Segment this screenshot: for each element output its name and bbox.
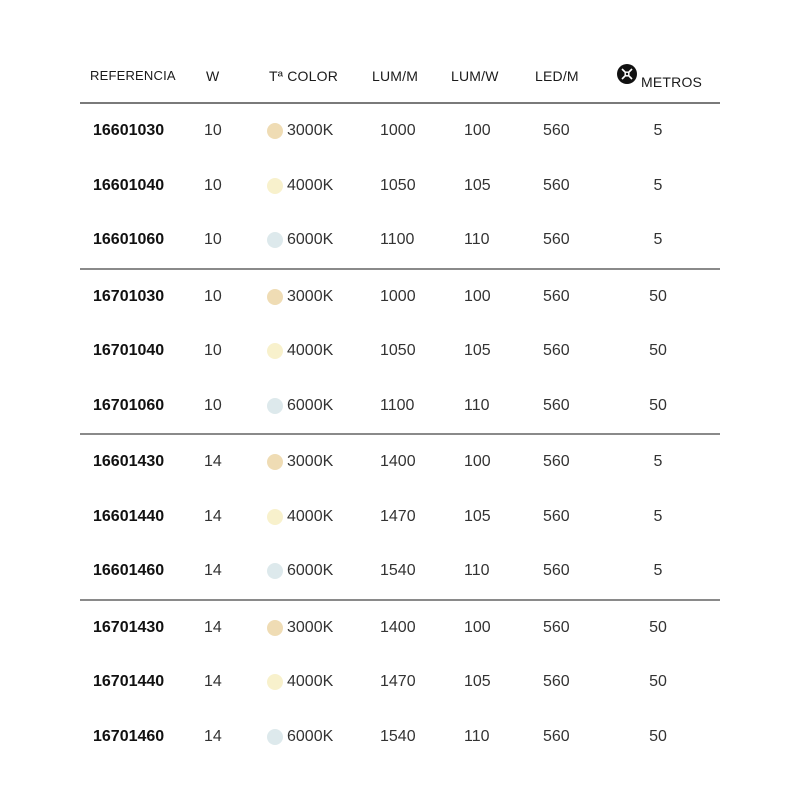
cell-w: 10: [204, 396, 222, 414]
header-metros: [617, 64, 703, 90]
cell-lum-m: 1540: [380, 562, 416, 580]
color-swatch-icon: [267, 509, 283, 525]
table-row: [80, 379, 720, 434]
cell-color: [267, 562, 333, 580]
table-row: [80, 655, 720, 710]
cell-lum-m: 1100: [380, 396, 415, 414]
cell-metros: 50: [649, 396, 667, 414]
header-metros-label: METROS: [641, 74, 703, 90]
row-group: [80, 435, 720, 601]
cell-lum-m: 1050: [380, 176, 416, 194]
cell-lum-w: 100: [464, 453, 491, 471]
cell-lum-w: 110: [464, 727, 490, 745]
cell-lum-w: 105: [464, 176, 491, 194]
cell-referencia: 16701060: [93, 396, 165, 414]
table-row: [80, 213, 720, 268]
cell-w: 14: [204, 507, 222, 525]
spec-table: [80, 56, 720, 764]
cell-referencia: 16601460: [93, 562, 165, 580]
color-swatch-icon: [267, 563, 283, 579]
cell-metros: 50: [649, 727, 667, 745]
cell-lum-w: 100: [464, 287, 491, 305]
color-swatch-icon: [267, 289, 283, 305]
cell-color: [267, 231, 333, 249]
cell-led-m: 560: [543, 618, 570, 636]
color-temp-label: 3000K: [287, 287, 334, 305]
color-temp-label: 4000K: [287, 342, 334, 360]
header-lum-w: LUM/W: [451, 68, 499, 84]
cell-referencia: 16601040: [93, 176, 165, 194]
cell-lum-m: 1100: [380, 231, 415, 249]
table-row: [80, 490, 720, 545]
header-lum-m: LUM/M: [372, 68, 419, 84]
color-swatch-icon: [267, 343, 283, 359]
cell-lum-w: 100: [464, 122, 491, 140]
color-temp-label: 3000K: [287, 122, 334, 140]
cell-color: [267, 397, 333, 415]
color-swatch-icon: [267, 398, 283, 414]
cell-lum-w: 105: [464, 673, 491, 691]
cell-referencia: 16701040: [93, 342, 165, 360]
cell-referencia: 16601030: [93, 122, 165, 140]
header-w: W: [206, 68, 220, 84]
table-body: [80, 104, 720, 764]
cell-lum-w: 110: [464, 231, 490, 249]
cell-w: 14: [204, 562, 222, 580]
color-temp-label: 3000K: [287, 618, 334, 636]
cell-led-m: 560: [543, 287, 570, 305]
color-temp-label: 6000K: [287, 727, 334, 745]
table-row: [80, 544, 720, 599]
table-row: [80, 104, 720, 159]
cell-w: 10: [204, 231, 222, 249]
cell-lum-m: 1470: [380, 507, 416, 525]
cell-w: 14: [204, 618, 222, 636]
cell-metros: 5: [653, 453, 663, 471]
header-led-m: LED/M: [535, 68, 579, 84]
cell-color: [267, 728, 333, 746]
color-swatch-icon: [267, 123, 283, 139]
cell-w: 14: [204, 453, 222, 471]
cell-led-m: 560: [543, 122, 570, 140]
table-row: [80, 710, 720, 765]
cell-lum-m: 1470: [380, 673, 416, 691]
cell-metros: 50: [649, 618, 667, 636]
table-row: [80, 324, 720, 379]
cell-led-m: 560: [543, 342, 570, 360]
cell-referencia: 16701030: [93, 287, 165, 305]
cell-metros: 50: [649, 342, 667, 360]
cell-led-m: 560: [543, 673, 570, 691]
cell-w: 14: [204, 727, 222, 745]
cell-color: [267, 508, 333, 526]
cell-w: 10: [204, 176, 222, 194]
cell-referencia: 16701440: [93, 673, 165, 691]
cell-metros: 5: [653, 507, 663, 525]
cell-lum-w: 105: [464, 507, 491, 525]
cell-lum-m: 1050: [380, 342, 416, 360]
color-temp-label: 6000K: [287, 396, 334, 414]
cell-lum-m: 1000: [380, 287, 416, 305]
cell-led-m: 560: [543, 453, 570, 471]
cell-metros: 5: [653, 562, 663, 580]
cell-color: [267, 342, 333, 360]
row-group: [80, 601, 720, 765]
color-temp-label: 4000K: [287, 673, 334, 691]
cell-led-m: 560: [543, 507, 570, 525]
cell-referencia: 16601430: [93, 453, 165, 471]
table-row: [80, 270, 720, 325]
cell-led-m: 560: [543, 176, 570, 194]
cell-lum-m: 1000: [380, 122, 416, 140]
color-temp-label: 3000K: [287, 453, 334, 471]
cell-metros: 50: [649, 287, 667, 305]
cell-led-m: 560: [543, 562, 570, 580]
row-group: [80, 270, 720, 436]
cell-referencia: 16701430: [93, 618, 165, 636]
cell-referencia: 16601060: [93, 231, 165, 249]
color-temp-label: 4000K: [287, 176, 334, 194]
reel-icon: [617, 64, 637, 84]
cell-w: 10: [204, 287, 222, 305]
cell-referencia: 16601440: [93, 507, 165, 525]
cell-w: 10: [204, 122, 222, 140]
cell-lum-m: 1400: [380, 453, 416, 471]
color-temp-label: 6000K: [287, 231, 334, 249]
cell-lum-w: 110: [464, 396, 490, 414]
cell-color: [267, 673, 333, 691]
cell-lum-w: 100: [464, 618, 491, 636]
cell-color: [267, 453, 333, 471]
color-temp-label: 4000K: [287, 507, 334, 525]
cell-metros: 5: [653, 122, 663, 140]
color-swatch-icon: [267, 620, 283, 636]
cell-w: 14: [204, 673, 222, 691]
row-group: [80, 104, 720, 270]
header-color: Tª COLOR: [269, 68, 339, 84]
color-swatch-icon: [267, 674, 283, 690]
color-swatch-icon: [267, 178, 283, 194]
cell-w: 10: [204, 342, 222, 360]
table-row: [80, 159, 720, 214]
cell-led-m: 560: [543, 727, 570, 745]
cell-metros: 50: [649, 673, 667, 691]
color-swatch-icon: [267, 232, 283, 248]
cell-color: [267, 619, 333, 637]
cell-lum-m: 1540: [380, 727, 416, 745]
cell-color: [267, 288, 333, 306]
cell-color: [267, 177, 333, 195]
cell-lum-w: 110: [464, 562, 490, 580]
color-temp-label: 6000K: [287, 562, 334, 580]
cell-color: [267, 122, 333, 140]
cell-metros: 5: [653, 176, 663, 194]
cell-led-m: 560: [543, 231, 570, 249]
header-referencia: REFERENCIA: [90, 68, 176, 83]
table-row: [80, 435, 720, 490]
color-swatch-icon: [267, 729, 283, 745]
cell-lum-m: 1400: [380, 618, 416, 636]
cell-metros: 5: [653, 231, 663, 249]
color-swatch-icon: [267, 454, 283, 470]
cell-lum-w: 105: [464, 342, 491, 360]
table-header: [80, 56, 720, 104]
table-row: [80, 601, 720, 656]
cell-led-m: 560: [543, 396, 570, 414]
cell-referencia: 16701460: [93, 727, 165, 745]
